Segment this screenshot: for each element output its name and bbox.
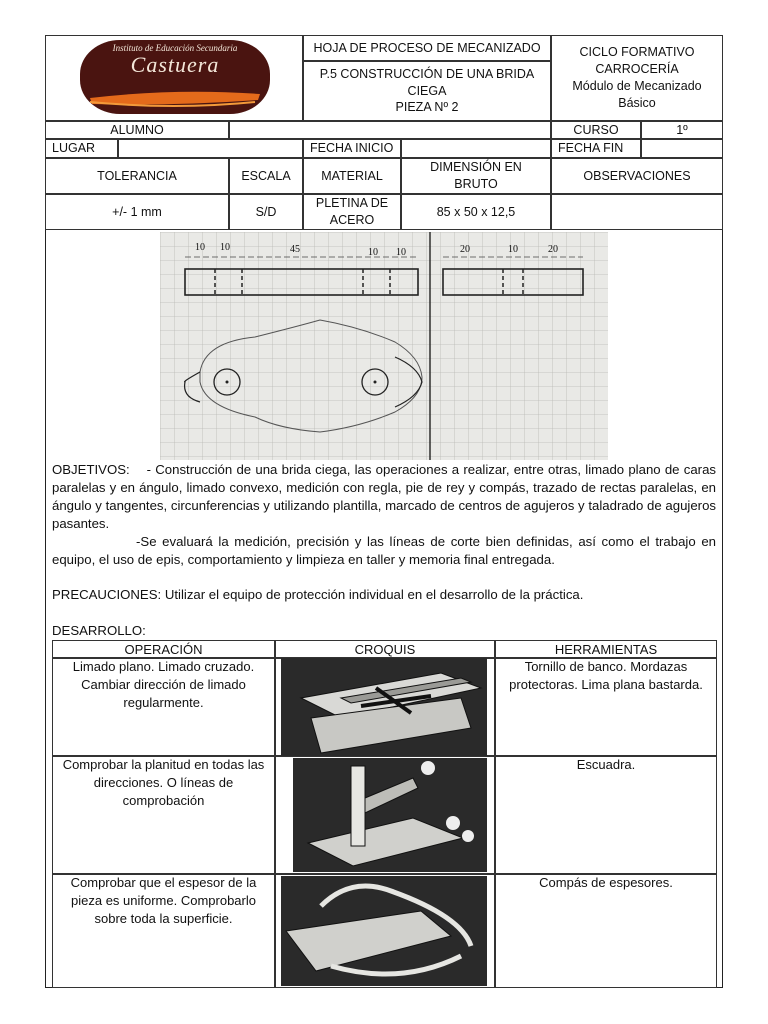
dev-row-3-operacion: Comprobar que el espesor de la pieza es uniforme. Comprobarlo sobre toda la superficie. [70, 875, 257, 926]
dev-header-operacion: OPERACIÓN [52, 640, 275, 658]
module-label: Módulo de Mecanizado Básico [572, 79, 702, 110]
dev-header-herramientas: HERRAMIENTAS [495, 640, 717, 658]
dev-row-3-herramientas: Compás de espesores. [539, 875, 673, 890]
sheet-title: HOJA DE PROCESO DE MECANIZADO [303, 35, 551, 61]
fecha-inicio-label: FECHA INICIO [303, 139, 401, 158]
dim-side-3: 20 [548, 244, 558, 255]
dim-side-2: 10 [508, 244, 518, 255]
fecha-fin-field[interactable] [641, 139, 723, 158]
technical-drawing [160, 232, 608, 460]
cycle-cell [551, 35, 723, 121]
spec-header-observaciones: OBSERVACIONES [551, 158, 723, 194]
logo-name: Castuera [130, 52, 220, 77]
fecha-fin-label: FECHA FIN [551, 139, 641, 158]
piece-number: PIEZA Nº 2 [395, 100, 459, 115]
precauciones-text: PRECAUCIONES: Utilizar el equipo de protección individual en el desarrollo de la práctica. [52, 587, 584, 602]
practice-title: P.5 CONSTRUCCIÓN DE UNA BRIDA CIEGA [319, 66, 535, 98]
desarrollo-label: DESARROLLO: [52, 623, 146, 638]
lugar-label: LUGAR [45, 139, 118, 158]
spec-header-tolerancia: TOLERANCIA [45, 158, 229, 194]
curso-value[interactable]: 1º [641, 121, 723, 139]
spec-value-observaciones[interactable] [551, 194, 723, 230]
alumno-label: ALUMNO [45, 121, 229, 139]
dim-front-1: 10 [195, 242, 205, 253]
dim-front-2: 10 [220, 242, 230, 253]
dev-header-croquis: CROQUIS [275, 640, 495, 658]
square-check-sketch [293, 758, 487, 872]
dev-row-2-operacion: Comprobar la planitud en todas las direcciones. O líneas de comprobación [62, 757, 265, 808]
objetivos-text-2: -Se evaluará la medición, precisión y las líneas de corte bien definidas, así como el trabajo en equipo, el uso de epis, comportamiento y limpieza en taller y memoria final entregada. [52, 534, 716, 567]
logo-carrot-icon [80, 80, 270, 114]
dim-side-1: 20 [460, 244, 470, 255]
practice-title-cell [303, 61, 551, 121]
objetivos-label: OBJETIVOS: [52, 462, 130, 477]
caliper-sketch [281, 876, 487, 986]
spec-value-escala: S/D [229, 194, 303, 230]
dev-row-1-herramientas: Tornillo de banco. Mordazas protectoras. Lima plana bastarda. [509, 659, 703, 692]
spec-header-escala: ESCALA [229, 158, 303, 194]
curso-label: CURSO [551, 121, 641, 139]
family-label: CARROCERÍA [595, 62, 679, 77]
logo-institute: Instituto de Educación Secundaria [112, 43, 238, 53]
dim-front-5: 10 [396, 247, 406, 258]
filing-sketch [281, 658, 487, 756]
spec-value-material: PLETINA DE ACERO [303, 194, 401, 230]
school-logo [80, 40, 270, 114]
spec-value-dimension: 85 x 50 x 12,5 [401, 194, 551, 230]
objetivos-paragraph [52, 461, 716, 533]
dev-row-2-herramientas: Escuadra. [576, 757, 636, 772]
dim-front-4: 10 [368, 247, 378, 258]
fecha-inicio-field[interactable] [401, 139, 551, 158]
spec-header-material: MATERIAL [303, 158, 401, 194]
cycle-label: CICLO FORMATIVO [579, 45, 695, 60]
alumno-field[interactable] [229, 121, 551, 139]
dim-front-3: 45 [290, 244, 300, 255]
spec-value-tolerancia: +/- 1 mm [45, 194, 229, 230]
spec-header-dimension: DIMENSIÓN EN BRUTO [401, 158, 551, 194]
objetivos-text-1: - Construcción de una brida ciega, las operaciones a realizar, entre otras, limado plano de caras paralelas y en ángulo, limado convexo, medición con regla, pie de rey y compás, trazado de rectas paralelas, en ángulo y tangentes, circunferencias y utilizando plantilla, marcado de centros de agujeros y taladrado de agujeros pasantes. [52, 462, 716, 531]
dev-row-1-operacion: Limado plano. Limado cruzado. Cambiar dirección de limado regularmente. [72, 659, 255, 710]
lugar-field[interactable] [118, 139, 303, 158]
